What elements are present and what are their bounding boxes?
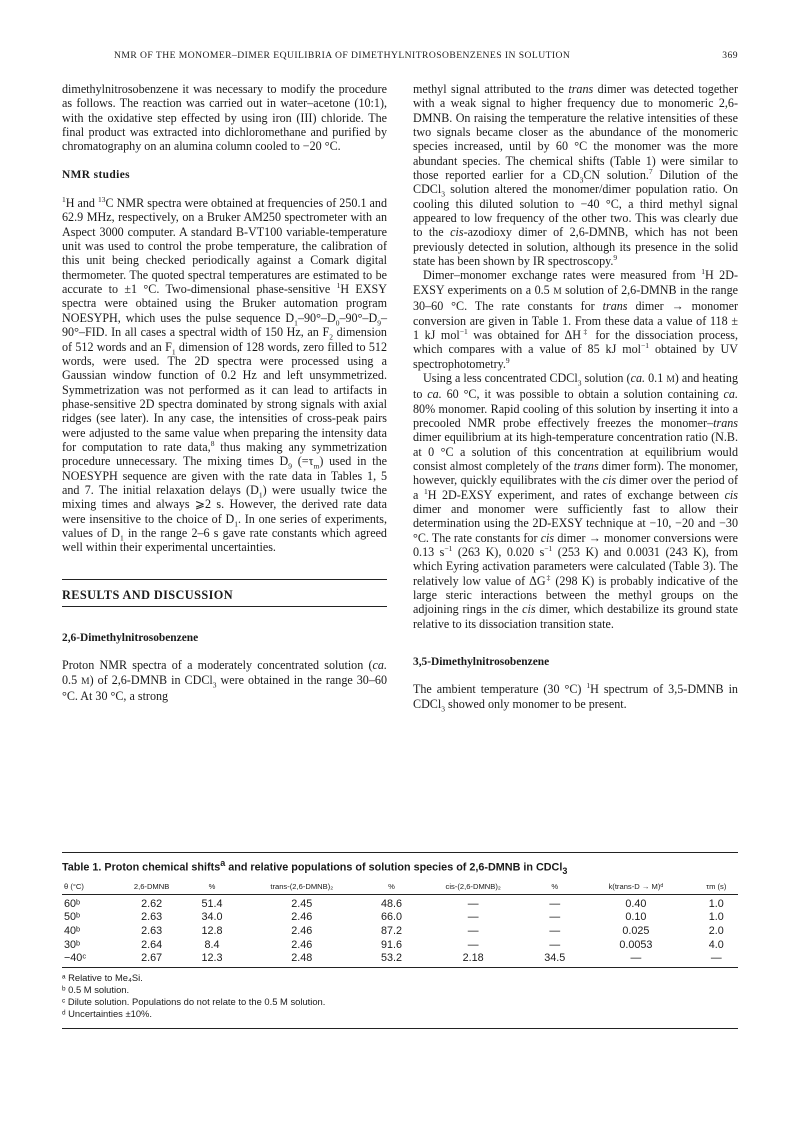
table-cell: 87.2: [381, 924, 403, 937]
table-cell: —: [467, 910, 479, 923]
table-cell: 60ᵇ: [64, 897, 81, 910]
header-trans-percent: %: [369, 882, 414, 895]
paragraph-synthesis: dimethylnitrosobenzene it was necessary to modify the procedure as follows. The reaction was carried out in water–acetone (10:1), with the oxidative step effected by using iron (III) chloride. The final product was extracted into dichloromethane and purified by chromatography on an alumina column cooled to −20 °C.: [62, 82, 387, 154]
table-cell: 8.4: [204, 938, 220, 951]
right-column: [413, 82, 739, 714]
table-cell: 2.48: [235, 952, 370, 968]
table-cell: 34.0: [201, 910, 223, 923]
table-cell: —: [467, 924, 479, 937]
table-cell: 12.8: [201, 924, 223, 937]
left-column: [62, 82, 387, 703]
paragraph-2-6-dmnb: Proton NMR spectra of a moderately concentrated solution (ca. 0.5 M) of 2,6-DMNB in CDCl$_3$ were obtained in the range 30–60 °C. At 30 °C, a strong: [62, 658, 387, 704]
table-row: [62, 924, 738, 938]
heading-nmr-studies: NMR studies: [62, 168, 130, 181]
paragraph-3-5-dmnb: The ambient temperature (30 °C) $^1$H spectrum of 3,5-DMNB in CDCl$_3$ showed only monomer to be present.: [413, 681, 738, 714]
table-cell: —: [694, 952, 738, 968]
table-row: [62, 952, 738, 968]
table-cell: 0.10: [625, 910, 647, 923]
header-cis-dimer: cis-(2,6-DMNB)₂: [414, 882, 532, 895]
header-temperature: θ (°C): [62, 882, 114, 895]
table-row: [62, 938, 738, 952]
table-cell: —: [467, 897, 479, 910]
table-cell: 2.63: [141, 924, 163, 937]
table-cell: 2.46: [291, 924, 313, 937]
paragraph-exchange-rates: Dimer–monomer exchange rates were measured from $^1$H 2D-EXSY experiments on a 0.5 M solution of 2,6-DMNB in the range 30–60 °C. The rate constants for trans dimer → monomer conversion are given in Table 1. From these data a value of 118 ± 1 kJ mol$^{-1}$ was obtained for ΔH‡ for the dissociation process, which compares with a value of 85 kJ mol$^{-1}$ obtained by UV spectrophotometry.$^9$: [413, 267, 738, 371]
heading-results-discussion: RESULTS AND DISCUSSION: [62, 587, 234, 602]
table-cell: 0.025: [622, 924, 650, 937]
table-1-grid: [62, 882, 738, 968]
header-trans-dimer: trans-(2,6-DMNB)₂: [235, 882, 370, 895]
table-cell: −40ᶜ: [62, 952, 114, 968]
table-cell: 2.46: [291, 938, 313, 951]
table-cell: —: [577, 952, 694, 968]
table-cell: 2.64: [141, 938, 163, 951]
table-cell: 4.0: [708, 938, 724, 951]
table-top-rule: [62, 852, 738, 853]
table-cell: 91.6: [381, 938, 403, 951]
footnote: ᵃ Relative to Me₄Si.: [62, 971, 143, 983]
header-cis-percent: %: [532, 882, 577, 895]
paragraph-nmr-methods: $^1$H and $^{13}$C NMR spectra were obtained at frequencies of 250.1 and 62.9 MHz, respectively, on a Bruker AM250 spectrometer with an Aspect 3000 computer. A standard B-VT100 variable-temperature unit was used to control the probe temperature, the calibration of this unit being checked periodically against a Comark digital thermometer. The quoted spectral temperatures are estimated to be accurate to ±1 °C. Two-dimensional phase-sensitive $^1$H EXSY spectra were obtained using the Bruker automation program NOESYPH, which uses the pulse sequence $D_1-90^\circ-D_0-90^\circ-D_9-90^\circ$–FID. In all cases a spectral width of 150 Hz, an $F_2$ dimension of 512 words and an $F_1$ dimension of 128 words, zero filled to 512 words, were used. The 2D spectra were processed using a Gaussian window function of 0.2 Hz and left unsymmetrized. Symmetrization was not performed as it can lead to artifacts in phase-sensitive 2D spectra dominated by strong signals with axial ridges (see later). In any case, the intensities of cross-peak pairs were adjusted to the same value when preparing the intensity data for computation to rate data,$^8$ thus making any symmetrization procedure unnecessary. The mixing times $D_9$ $(=\tau_m)$ used in the NOESYPH sequence are given with the rate data in Tables 1, 5 and 7. The initial relaxation delays $(D_1)$ were usually twice the mixing times and always ⩾2 s. However, the derived rate data were insensitive to the choice of $D_1$. In one series of experiments, values of $D_1$ in the range 2–6 s gave rate constants which agreed well within their experimental uncertainties.: [62, 195, 388, 555]
header-monomer-percent: %: [190, 882, 235, 895]
table-cell: —: [467, 938, 479, 951]
table-cell: —: [549, 910, 561, 923]
footnote: ᵈ Uncertainties ±10%.: [62, 1007, 152, 1019]
table-cell: 34.5: [532, 952, 577, 968]
table-cell: 12.3: [190, 952, 235, 968]
table-cell: 53.2: [369, 952, 414, 968]
footnote: ᵇ 0.5 M solution.: [62, 983, 130, 995]
running-head: [62, 50, 738, 66]
footnote: ᶜ Dilute solution. Populations do not relate to the 0.5 M solution.: [62, 995, 326, 1007]
table-cell: 0.40: [625, 897, 647, 910]
table-cell: 30ᵇ: [64, 938, 81, 951]
table-cell: 66.0: [381, 910, 403, 923]
table-cell: 0.0053: [619, 938, 653, 951]
section-rule-top: [62, 579, 387, 580]
table-cell: 2.46: [291, 910, 313, 923]
table-cell: 50ᵇ: [64, 910, 81, 923]
table-cell: 2.18: [414, 952, 532, 968]
table-cell: 51.4: [201, 897, 223, 910]
table-cell: —: [549, 938, 561, 951]
table-cell: —: [549, 897, 561, 910]
heading-3-5-dmnb: 3,5-Dimethylnitrosobenzene: [413, 656, 550, 669]
table-1: [62, 852, 738, 1029]
table-cell: 40ᵇ: [64, 924, 81, 937]
header-monomer: 2,6-DMNB: [114, 882, 190, 895]
header-mixing-time: τm (s): [694, 882, 738, 895]
running-title: NMR OF THE MONOMER–DIMER EQUILIBRIA OF DIMETHYLNITROSOBENZENES IN SOLUTION: [114, 50, 571, 61]
table-cell: 2.67: [114, 952, 190, 968]
table-row: [62, 894, 738, 910]
table-cell: 48.6: [381, 897, 403, 910]
heading-2-6-dmnb: 2,6-Dimethylnitrosobenzene: [62, 632, 199, 644]
table-cell: 2.45: [291, 897, 313, 910]
table-cell: 1.0: [708, 897, 724, 910]
paragraph-cis-dimer: Using a less concentrated CDCl$_3$ solution (ca. 0.1 M) and heating to ca. 60 °C, it was possible to obtain a solution containing ca. 80% monomer. Rapid cooling of this solution by inserting it into a precooled NMR probe effectively freezes the monomer–trans dimer equilibrium at its high-temperature concentration ratio (N.B. at 0 °C a solution of this concentration at equilibrium would consist almost completely of the trans dimer form). The monomer, however, quickly equilibrates with the cis dimer over the period of a $^1$H 2D-EXSY experiment, and rates of exchange between cis dimer and monomer were sufficiently fast to allow their determination using the 2D-EXSY technique at −10, −20 and −30 °C. The rate constants for cis dimer → monomer conversions were 0.13 $s^{-1}$ (263 K), 0.020 $s^{-1}$ (253 K) and 0.0031 (243 K), from which Eyring activation parameters were calculated (Table 3). The relatively low value of ΔG‡ (298 K) is probably indicative of the large steric interactions between the methyl groups on the adjoining rings in the cis dimer, which destabilize its ground state relative to its dissociation transition state.: [413, 370, 739, 631]
table-cell: 2.0: [708, 924, 724, 937]
table-caption: Table 1. Proton chemical shifts$^a$ and relative populations of solution species of 2,6-DMNB in CDCl$_3$: [62, 858, 568, 876]
page-number: 369: [722, 50, 738, 61]
table-header-row: [62, 882, 738, 895]
paragraph-trans-dimer: methyl signal attributed to the trans dimer was detected together with a weak signal to higher frequency due to monomeric 2,6-DMNB. On raising the temperature the relative intensities of these two signals became closer as the abundance of the monomeric species increased, until by 60 °C the monomer was the more abundant species. The chemical shifts (Table 1) were similar to those reported earlier for a $CD_3CN$ solution.$^7$ Dilution of the CDCl$_3$ solution altered the monomer/dimer population ratio. On cooling this diluted solution to −40 °C, a third methyl signal appeared to low frequency of the other two. This was clearly due to the cis-azodioxy dimer of 2,6-DMNB, which has not been previously detected in solution, although its presence in the solid state has been shown by IR spectroscopy.$^9$: [413, 82, 738, 269]
table-cell: —: [549, 924, 561, 937]
table-footnotes: [62, 972, 738, 1020]
table-cell: 2.62: [141, 897, 163, 910]
table-bottom-rule: [62, 1028, 738, 1029]
table-row: [62, 910, 738, 924]
table-cell: 2.63: [141, 910, 163, 923]
table-cell: 1.0: [708, 910, 724, 923]
header-rate-constant: k(trans-D → M)ᵈ: [577, 882, 694, 895]
